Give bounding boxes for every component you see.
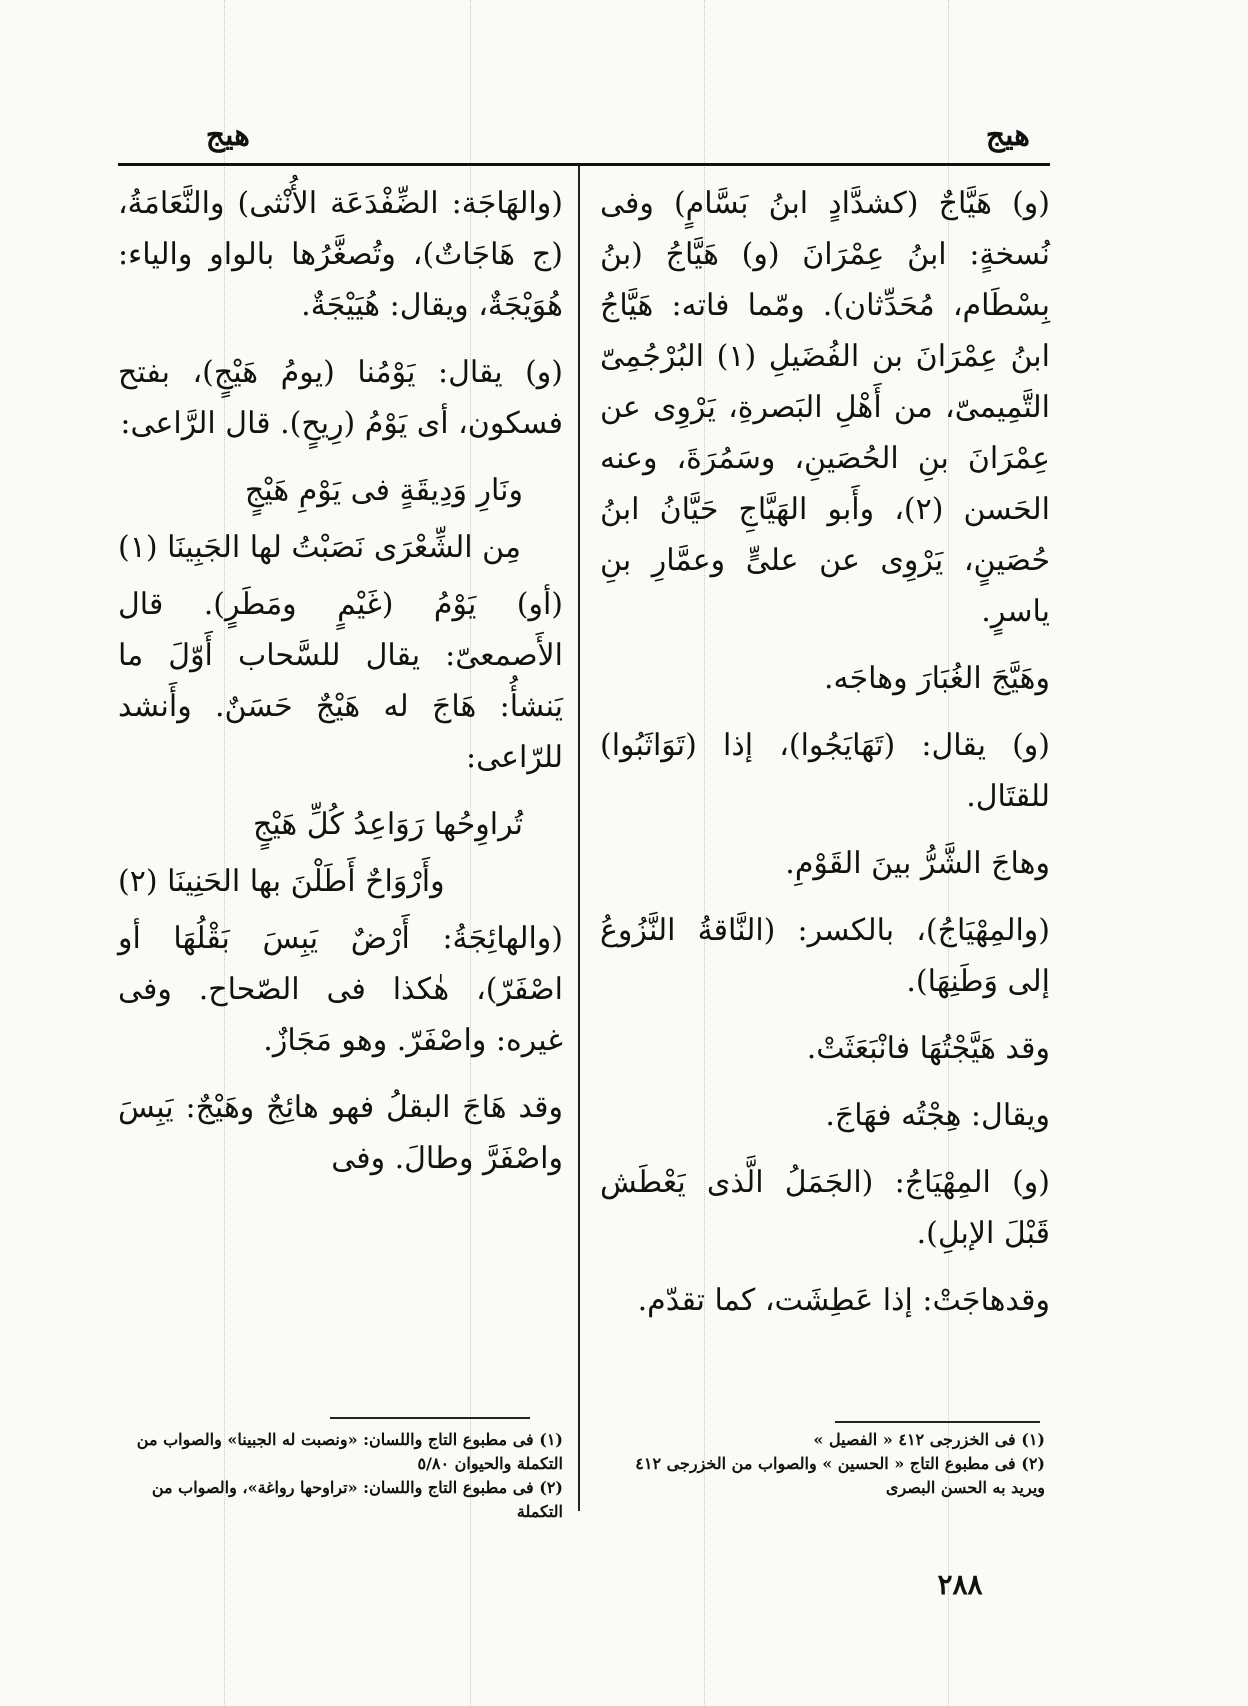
entry-paragraph: (والهَاجَة: الضِّفْدَعَة الأُنْثى) والنَّعَامَةُ، (ج هَاجَاتٌ)، وتُصغَّرُها بالواو والياء: هُوَيْجَةٌ، ويقال: هُيَيْجَةٌ. [118, 186, 563, 323]
verse-line: ونَارِ وَدِيقَةٍ فى يَوْمِ هَيْجٍ [244, 473, 523, 508]
footnote-rule [330, 1417, 530, 1419]
header-rule [118, 163, 1050, 166]
verse-line: مِن الشِّعْرَى نَصَبْتُ لها الجَبِينَا (١) [118, 530, 522, 565]
page-number: ٢٨٨ [937, 1568, 983, 1601]
running-head-left: هيج [205, 118, 250, 153]
footnote: (٢) فى مطبوع التاج « الحسين » والصواب من الخزرجى ٤١٢ ويريد به الحسن البصرى [635, 1454, 1045, 1497]
right-column [600, 178, 1050, 1342]
footnote-rule [835, 1421, 1040, 1423]
entry-paragraph: وقدهاجَتْ: إذا عَطِشَت، كما تقدّم. [637, 1283, 1050, 1318]
left-column [118, 178, 563, 1200]
entry-paragraph: ويقال: هِجْتُه فهَاجَ. [825, 1098, 1050, 1133]
footnotes-left [118, 1428, 563, 1524]
entry-paragraph: وهَيَّجَ الغُبَارَ وهاجَه. [823, 661, 1050, 696]
entry-paragraph: وهاجَ الشَّرُّ بينَ القَوْمِ. [785, 846, 1050, 881]
entry-paragraph: (أو) يَوْمُ (غَيْمٍ ومَطَرٍ). قال الأَصمعىّ: يقال للسَّحاب أَوّلَ ما يَنشأُ: هَاجَ له هَيْجٌ حَسَنٌ. وأَنشد للرّاعى: [118, 587, 563, 775]
entry-paragraph: (والهائِجَةُ: أَرْضٌ يَبِسَ بَقْلُهَا أو اصْفَرّ)، هٰكذا فى الصّحاح. وفى غيره: واصْفَرّ. وهو مَجَازٌ. [118, 921, 563, 1058]
entry-paragraph: (و) يقال: (تَهَايَجُوا)، إذا (تَوَاثَبُوا) للقتَال. [600, 728, 1050, 814]
footnote: (١) فى الخزرجى ٤١٢ « الفصيل » [813, 1430, 1045, 1449]
verse-line: تُراوِحُها رَوَاعِدُ كُلِّ هَيْجٍ [252, 807, 523, 842]
footnote: (٢) فى مطبوع التاج واللسان: «تراوحها رواغة»، والصواب من التكملة [151, 1478, 563, 1521]
entry-paragraph: وقد هَاجَ البقلُ فهو هائِجٌ وهَيْجٌ: يَبِسَ واصْفَرَّ وطالَ. وفى [118, 1090, 563, 1176]
entry-paragraph: (و) هَيَّاجٌ (كشدَّادٍ ابنُ بَسَّامٍ) وفى نُسخةٍ: ابنُ عِمْرَانَ (و) هَيَّاجُ (بنُ بِسْطَام، مُحَدِّثان). ومّما فاته: هَيَّاجُ ابنُ عِمْرَانَ بن الفُضَيلِ (١) البُرْجُمِىّ التَّمِيمىّ، من أَهْلِ البَصرةِ، يَرْوِى عن عِمْرَانَ بنِ الحُصَينِ، وسَمُرَةَ، وعنه الحَسن (٢)، وأَبو الهَيَّاجِ حَيَّانُ ابنُ حُصَينٍ، يَرْوِى عن علىٍّ وعمَّارِ بنِ ياسرٍ. [600, 186, 1050, 629]
footnotes-right [600, 1428, 1045, 1500]
column-divider [578, 166, 580, 1511]
running-head-right: هيج [985, 118, 1030, 153]
entry-paragraph: وقد هَيَّجْتُهَا فانْبَعَثَتْ. [806, 1031, 1050, 1066]
entry-paragraph: (و) المِهْيَاجُ: (الجَمَلُ الَّذى يَعْطَش قَبْلَ الإبلِ). [600, 1165, 1050, 1251]
verse-line: وأَرْوَاحٌ أَطَلْنَ بها الحَنِينَا (٢) [118, 864, 445, 899]
footnote: (١) فى مطبوع التاج واللسان: «ونصبت له الجبينا» والصواب من التكملة والحيوان ٥/٨٠ [136, 1430, 563, 1473]
entry-paragraph: (و) يقال: يَوْمُنا (يومُ هَيْجٍ)، بفتح فسكون، أى يَوْمُ (رِيحٍ). قال الرَّاعى: [118, 355, 563, 441]
entry-paragraph: (والمِهْيَاجُ)، بالكسر: (النَّاقةُ النَّزُوعُ إلى وَطَنِهَا). [600, 913, 1050, 999]
